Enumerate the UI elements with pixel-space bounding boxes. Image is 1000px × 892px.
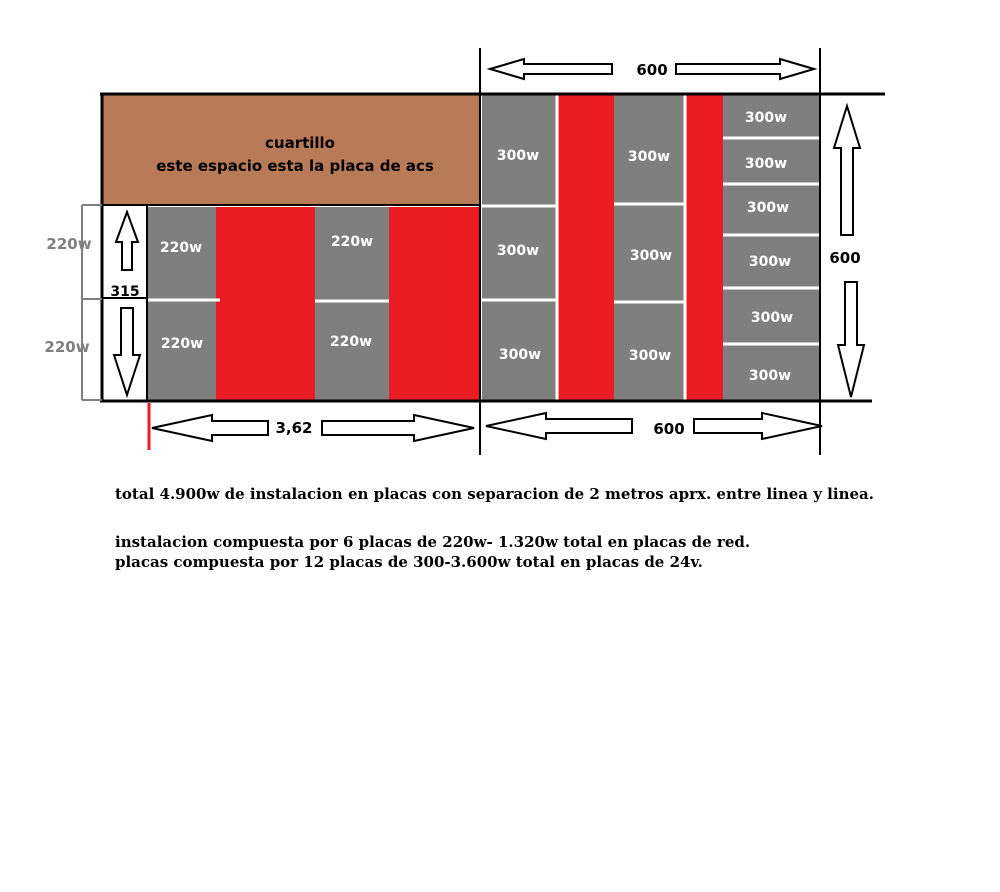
- red-gap-1: [216, 207, 315, 400]
- panel-300w-label: 300w: [627, 149, 671, 165]
- panel-300w-label: 300w: [748, 368, 792, 384]
- panel-300w-label: 300w: [748, 254, 792, 270]
- dimension-right-height: 600: [829, 249, 861, 267]
- panel-300w-label: 300w: [744, 110, 788, 126]
- panel-column-300-3: [723, 94, 820, 401]
- dimension-bottom-left: 3,62: [275, 419, 313, 437]
- note-220w-panels: instalacion compuesta por 6 placas de 220w- 1.320w total en placas de red.: [115, 533, 751, 551]
- arrow-right-icon: [322, 415, 474, 441]
- panel-220w-label: 220w: [159, 240, 203, 256]
- panel-column-220-1: [148, 207, 216, 400]
- arrow-down-icon: [838, 282, 864, 397]
- panel-300w-label: 300w: [496, 148, 540, 164]
- note-300w-panels: placas compuesta por 12 placas de 300-3.600w total en placas de 24v.: [115, 553, 703, 571]
- cuartillo-title: cuartillo: [265, 134, 335, 152]
- arrow-left-icon: [152, 415, 268, 441]
- dimension-bottom-right: 600: [653, 420, 685, 438]
- side-220w-label: 220w: [44, 338, 90, 356]
- panel-300w-label: 300w: [746, 200, 790, 216]
- red-gap-4: [685, 94, 723, 401]
- panel-300w-label: 300w: [629, 248, 673, 264]
- cuartillo-subtitle: este espacio esta la placa de acs: [156, 157, 434, 175]
- arrow-up-icon: [116, 212, 138, 270]
- arrow-right-icon: [694, 413, 822, 439]
- panel-300w-label: 300w: [744, 156, 788, 172]
- panel-220w-label: 220w: [330, 234, 374, 250]
- dimension-top-width: 600: [636, 61, 668, 79]
- arrow-right-icon: [676, 59, 814, 79]
- arrow-up-icon: [834, 106, 860, 235]
- panel-220w-label: 220w: [160, 336, 204, 352]
- arrow-down-icon: [114, 308, 140, 395]
- red-gap-2: [389, 207, 480, 400]
- arrow-left-icon: [486, 413, 632, 439]
- red-gap-3: [557, 94, 614, 401]
- panel-300w-label: 300w: [496, 243, 540, 259]
- panel-300w-label: 300w: [498, 347, 542, 363]
- note-total: total 4.900w de instalacion en placas con separacion de 2 metros aprx. entre linea y linea.: [115, 485, 874, 503]
- panel-300w-label: 300w: [750, 310, 794, 326]
- dimension-left-height: 315: [110, 284, 140, 300]
- panel-300w-label: 300w: [628, 348, 672, 364]
- side-220w-label: 220w: [46, 235, 92, 253]
- arrow-left-icon: [490, 59, 612, 79]
- panel-220w-label: 220w: [329, 334, 373, 350]
